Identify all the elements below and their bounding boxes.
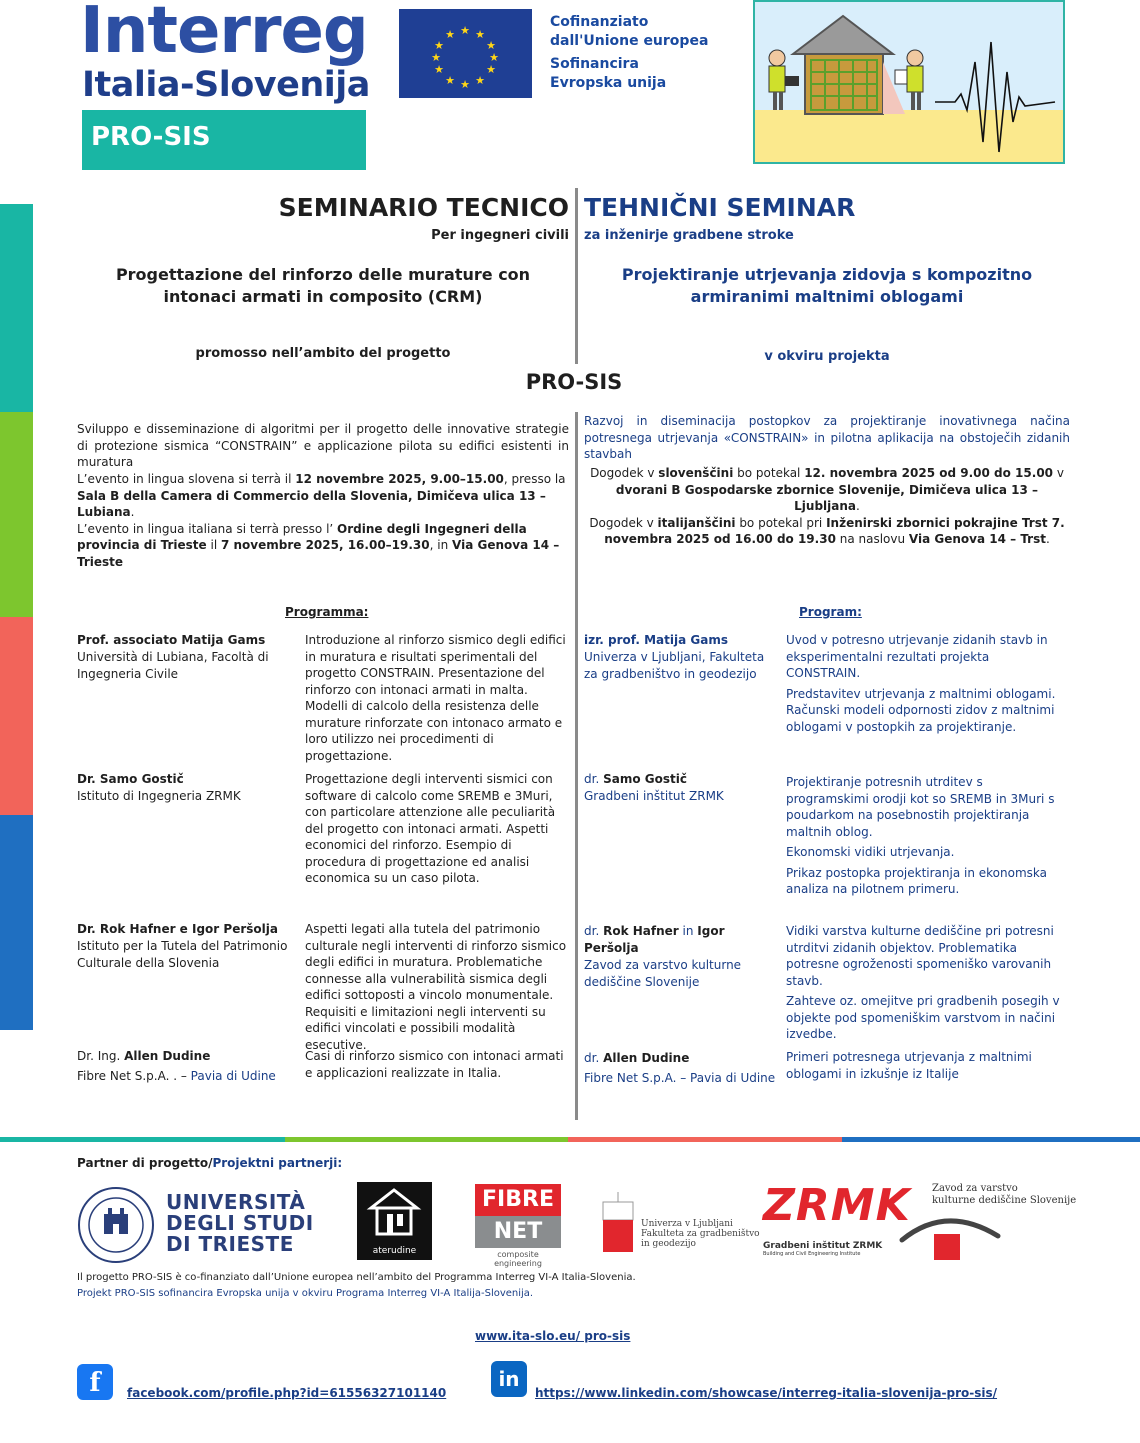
ul-fgg-building-icon bbox=[601, 1190, 635, 1252]
svg-text:★: ★ bbox=[445, 28, 455, 41]
programme-heading-it: Programma: bbox=[285, 605, 369, 619]
seismic-illustration bbox=[753, 0, 1065, 164]
speaker-sl-3: dr. Rok Hafner in Igor Peršolja Zavod za varstvo kulturne dediščine Slovenije bbox=[584, 924, 742, 989]
svg-text:★: ★ bbox=[434, 39, 444, 52]
units-seal-icon bbox=[77, 1186, 155, 1264]
talk-desc-sl-1: Uvod v potresno utrjevanje zidanih stavb in eksperimentalni rezultati projekta CONSTRAIN. Predstavitev utrjevanja z maltnimi oblogami. Računski modeli odpornosti zidov z maltnimi oblogami v postopkih za projektiranje. bbox=[786, 633, 1056, 734]
column-divider-upper bbox=[575, 188, 578, 364]
eu-cofunding-text: Cofinanziato dall'Unione europea Sofinancira Evropska unija bbox=[550, 14, 709, 91]
interreg-logo: Interreg bbox=[80, 0, 368, 68]
side-strip-green bbox=[0, 412, 33, 617]
zvkds-name: Zavod za varstvo kulturne dediščine Slovenije bbox=[932, 1183, 1077, 1206]
units-name: UNIVERSITÀ DEGLI STUDI DI TRIESTE bbox=[166, 1190, 314, 1256]
funding-note-it: Il progetto PRO-SIS è co-finanziato dall’Unione europea nell’ambito del Programma Interreg VI-A Italia-Slovenia. bbox=[77, 1272, 636, 1283]
facebook-link[interactable]: facebook.com/profile.php?id=61556327101140 bbox=[127, 1386, 447, 1400]
ater-udine-logo: aterudine bbox=[357, 1182, 432, 1260]
programme-region-logo: Italia-Slovenija bbox=[82, 65, 370, 105]
title-sl: TEHNIČNI SEMINAR bbox=[584, 193, 856, 222]
speaker-it-3: Dr. Rok Hafner e Igor Peršolja Istituto per la Tutela del Patrimonio Culturale della Slovenia bbox=[77, 922, 288, 970]
audience-sl: za inženirje gradbene stroke bbox=[584, 228, 794, 243]
talk-desc-it-4: Casi di rinforzo sismico con intonaci armati e applicazioni realizzate in Italia. bbox=[305, 1049, 564, 1080]
side-strip-coral bbox=[0, 617, 33, 815]
side-strip-teal bbox=[0, 204, 33, 412]
title-it: SEMINARIO TECNICO bbox=[278, 193, 569, 222]
promo-sl: v okviru projekta bbox=[764, 349, 890, 364]
side-strip-blue bbox=[0, 815, 33, 1030]
topic-it: Progettazione del rinforzo delle murature con intonaci armati in composito (CRM) bbox=[115, 265, 531, 306]
rule-blue bbox=[842, 1137, 1140, 1142]
zrmk-logo: ZRMK bbox=[763, 1180, 911, 1231]
project-website-link[interactable]: www.ita-slo.eu/ pro-sis bbox=[475, 1329, 631, 1343]
svg-text:★: ★ bbox=[431, 51, 441, 64]
talk-desc-sl-2: Projektiranje potresnih utrditev s programskimi orodji kot so SREMB in 3Muri s poudarkom na posebnostih projektiranja maltnih oblog. Ekonomski vidiki utrjevanja. Prikaz postopka projektiranja in ekonomska analiza na pilotnem primeru. bbox=[786, 775, 1055, 896]
svg-text:★: ★ bbox=[486, 63, 496, 76]
programme-heading-sl: Program: bbox=[799, 605, 862, 619]
event-info-it: L’evento in lingua slovena si terrà il 12 novembre 2025, 9.00–15.00, presso la Sala B della Camera di Commercio della Slovenia, Dimičeva ulica 13 – Lubiana. L’evento in lingua italiana si terrà presso l’ Ordine degli Ingegneri della provincia di Trieste il 7 novembre 2025, 16.00–19.30, in Via Genova 14 – Trieste bbox=[77, 472, 566, 569]
talk-desc-sl-4: Primeri potresnega utrjevanja z maltnimi oblogami in izkušnje iz Italije bbox=[786, 1050, 1032, 1081]
speaker-sl-4: dr. Allen Dudine Fibre Net S.p.A. – Pavia di Udine bbox=[584, 1051, 776, 1085]
zvkds-arch-icon bbox=[898, 1210, 1002, 1262]
rule-green bbox=[285, 1137, 568, 1142]
audience-it: Per ingegneri civili bbox=[431, 228, 569, 243]
speaker-it-4: Dr. Ing. Allen Dudine Fibre Net S.p.A. . – Pavia di Udine bbox=[77, 1049, 276, 1083]
intro-desc-sl: Razvoj in diseminacija postopkov za projektiranje inovativnega načina potresnega utrjevanja «CONSTRAIN» in pilotna aplikacija na obstoječih zidanih stavbah bbox=[584, 414, 1070, 461]
linkedin-link[interactable]: https://www.linkedin.com/showcase/interreg-italia-slovenija-pro-sis/ bbox=[535, 1386, 998, 1400]
column-divider-lower bbox=[575, 412, 578, 1120]
rule-coral bbox=[568, 1137, 842, 1142]
speaker-sl-2: dr. Samo Gostič Gradbeni inštitut ZRMK bbox=[584, 772, 724, 803]
zrmk-name: Gradbeni inštitut ZRMK Building and Civil Engineering Institute bbox=[763, 1241, 883, 1257]
event-info-sl: Dogodek v slovenščini bo potekal 12. novembra 2025 od 9.00 do 15.00 v dvorani B Gospodarske zbornice Slovenije, Dimičeva ulica 13 – Ljubljana. Dogodek v italijanščini bo potekal pri Inženirski zbornici pokrajine Trst 7. novembra 2025 od 16.00 do 19.30 na naslovu Via Genova 14 – Trst. bbox=[589, 466, 1065, 546]
rule-teal bbox=[0, 1137, 285, 1142]
project-badge: PRO-SIS bbox=[82, 110, 366, 170]
intro-desc-it: Sviluppo e disseminazione di algoritmi per il progetto delle innovative strategie di protezione sismica “CONSTRAIN” e applicazione pilota su edifici esistenti in muratura bbox=[77, 422, 569, 469]
ul-fgg-name: Univerza v Ljubljani Fakulteta za gradbeništvo in geodezijo bbox=[641, 1219, 760, 1249]
project-name: PRO-SIS bbox=[525, 370, 623, 394]
partners-title: Partner di progetto/Projektni partnerji: bbox=[77, 1156, 343, 1170]
speaker-sl-1: izr. prof. Matija Gams Univerza v Ljubljani, Fakulteta za gradbeništvo in geodezijo bbox=[584, 633, 765, 681]
svg-text:★: ★ bbox=[475, 74, 485, 87]
svg-text:★: ★ bbox=[445, 74, 455, 87]
topic-sl: Projektiranje utrjevanja zidovja s kompozitno armiranimi maltnimi oblogami bbox=[621, 265, 1033, 306]
talk-desc-sl-3: Vidiki varstva kulturne dediščine pri potresni utrditvi zidanih objektov. Problematika potresne ogroženosti spomeniško varovanih stavb. Zahteve oz. omejitve pri gradbenih posegih v objekte pod spomeniškim varstvom in načini izvedbe. bbox=[786, 924, 1060, 1041]
speaker-it-2: Dr. Samo Gostič Istituto di Ingegneria ZRMK bbox=[77, 772, 241, 803]
svg-text:★: ★ bbox=[486, 39, 496, 52]
talk-desc-it-3: Aspetti legati alla tutela del patrimonio culturale negli interventi di rinforzo sismico degli edifici in muratura. Problematiche connesse alla vulnerabilità sismica degli edifici sottoposti a vincolo monumentale. Requisiti e limitazioni negli interventi su edifici vincolati e possibili modalità esecutive. bbox=[305, 922, 567, 1052]
funding-note-sl: Projekt PRO-SIS sofinancira Evropska unija v okviru Programa Interreg VI-A Italija-Slovenija. bbox=[77, 1288, 534, 1299]
svg-text:★: ★ bbox=[460, 24, 470, 37]
facebook-icon[interactable]: f bbox=[77, 1364, 113, 1400]
linkedin-icon[interactable]: in bbox=[491, 1361, 527, 1397]
svg-text:★: ★ bbox=[460, 78, 470, 91]
svg-text:★: ★ bbox=[434, 63, 444, 76]
speaker-it-1: Prof. associato Matija Gams Università di Lubiana, Facoltà di Ingegneria Civile bbox=[77, 633, 269, 681]
svg-text:★: ★ bbox=[475, 28, 485, 41]
svg-text:★: ★ bbox=[489, 51, 499, 64]
fibre-net-logo: FIBRE NET composite engineering bbox=[475, 1184, 561, 1268]
talk-desc-it-2: Progettazione degli interventi sismici con software di calcolo come SREMB e 3Muri, con particolare attenzione alle peculiarità del progetto con intonaci armati. Aspetti economici del rinforzo. Esempio di procedura di progettazione ed analisi economica su un caso pilota. bbox=[305, 772, 556, 885]
promo-it: promosso nell’ambito del progetto bbox=[195, 346, 451, 361]
eu-flag-icon bbox=[399, 9, 532, 98]
talk-desc-it-1: Introduzione al rinforzo sismico degli edifici in muratura e risultati sperimentali del progetto CONSTRAIN. Presentazione del rinforzo con intonaci armati in malta. Modelli di calcolo della resistenza delle murature rinforzate con intonaco armato e loro utilizzo nei procedimenti di progettazione. bbox=[305, 633, 566, 763]
